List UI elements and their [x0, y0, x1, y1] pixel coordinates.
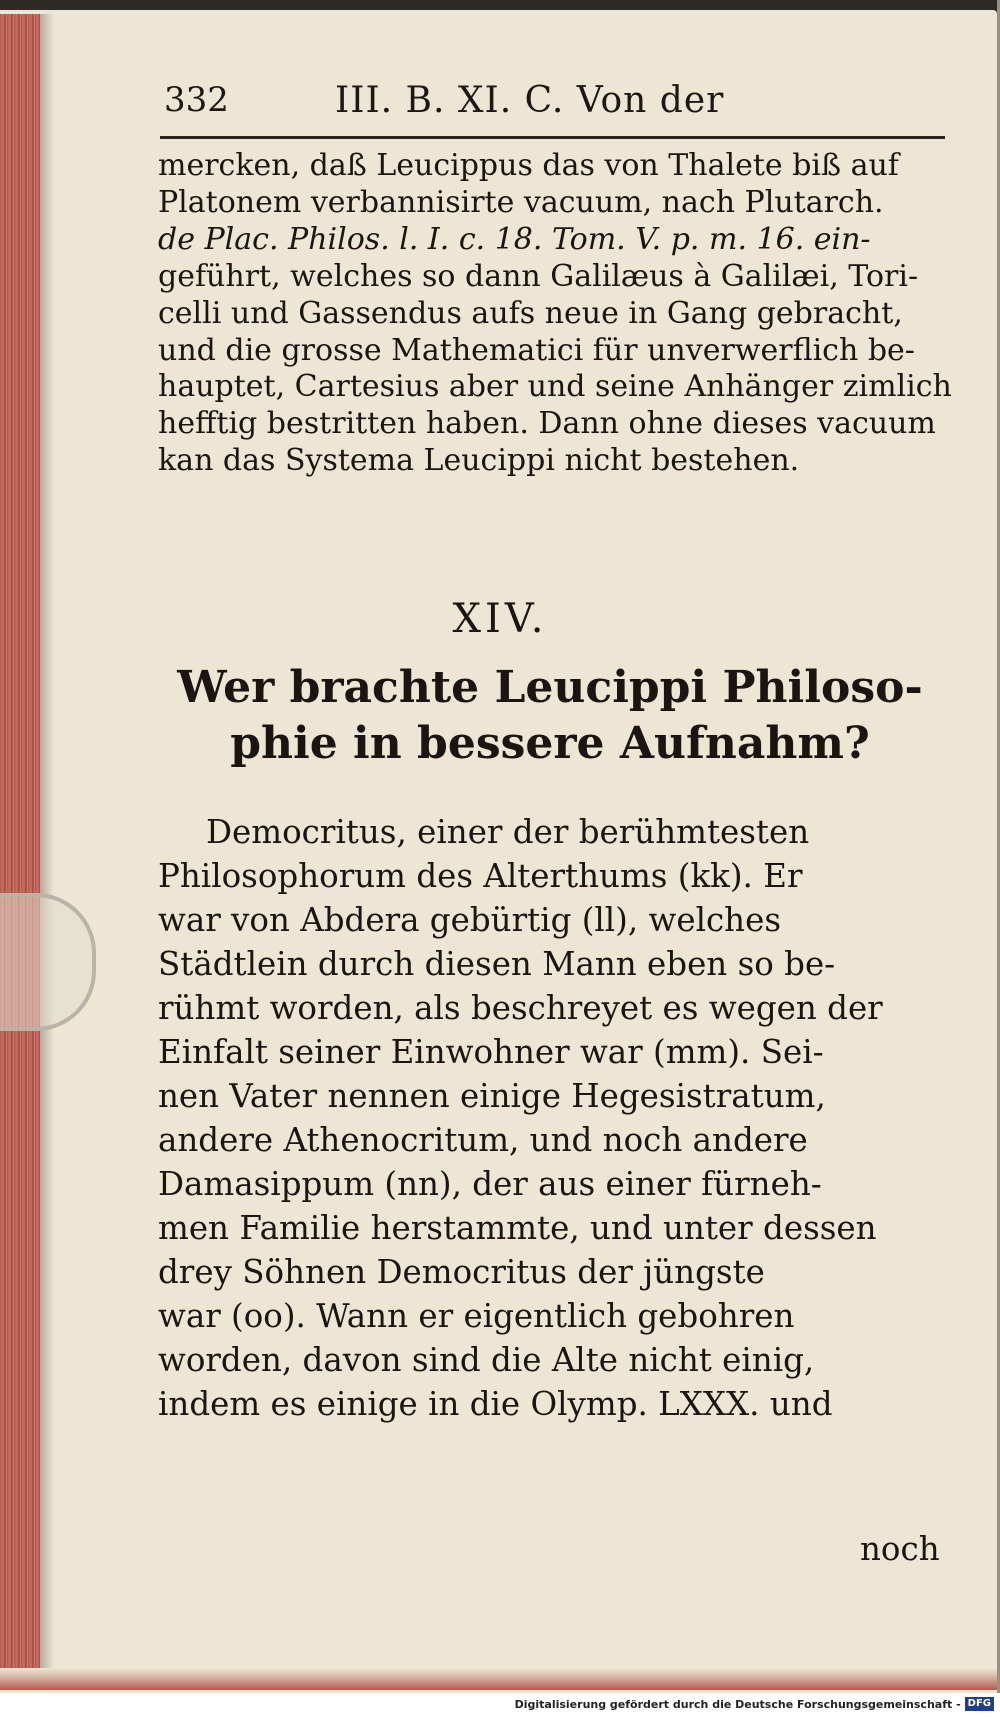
text-line: nen Vater nennen einige Hegesistratum,: [158, 1077, 826, 1115]
text-line: war von Abdera gebürtig (ll), welches: [158, 901, 782, 939]
text-line: Philosophorum des Alterthums (kk). Er: [158, 857, 803, 895]
text-line: Damasippum (nn), der aus einer fürneh-: [158, 1165, 822, 1203]
header-rule: [160, 136, 945, 139]
text-line: hauptet, Cartesius aber und seine Anhänger zimlich: [158, 369, 952, 405]
text-line: Platonem verbannisirte vacuum, nach Plutarch.: [158, 184, 884, 220]
text-line: worden, davon sind die Alte nicht einig,: [158, 1341, 815, 1379]
footer-credit: Digitalisierung gefördert durch die Deutsche Forschungsgemeinschaft -: [514, 1698, 961, 1711]
text-line: Democritus, einer der berühmtesten: [206, 813, 810, 851]
paragraph-democritus: [158, 810, 958, 1426]
page-number: 332: [164, 80, 229, 120]
section-heading: [150, 660, 950, 772]
text-line: de Plac. Philos. l. I. c. 18. Tom. V. p. m. 16. ein-: [158, 221, 871, 257]
text-line: indem es einige in die Olymp. LXXX. und: [158, 1385, 833, 1423]
dfg-logo: DFG: [965, 1697, 994, 1711]
page-bottom-edge: [0, 1668, 997, 1690]
text-line: und die grosse Mathematici für unverwerflich be-: [158, 332, 915, 368]
paragraph-continuation: [158, 148, 958, 480]
running-head: III. B. XI. C. Von der: [335, 80, 725, 121]
text-line: men Familie herstammte, und unter dessen: [158, 1209, 877, 1247]
text-line: geführt, welches so dann Galilæus à Galilæi, Tori-: [158, 258, 919, 294]
text-line: hefftig bestritten haben. Dann ohne dieses vacuum: [158, 406, 936, 442]
text-line: kan das Systema Leucippi nicht bestehen.: [158, 443, 800, 479]
text-line: drey Söhnen Democritus der jüngste: [158, 1253, 765, 1291]
text-line: Städtlein durch diesen Mann eben so be-: [158, 945, 836, 983]
section-number: XIV.: [452, 596, 548, 642]
heading-line: phie in bessere Aufnahm?: [230, 718, 870, 769]
text-line: rühmt worden, als beschreyet es wegen der: [158, 989, 883, 1027]
text-line: mercken, daß Leucippus das von Thalete biß auf: [158, 148, 899, 183]
heading-line: Wer brachte Leucippi Philoso-: [177, 662, 923, 713]
text-line: war (oo). Wann er eigentlich gebohren: [158, 1297, 795, 1335]
text-line: andere Athenocritum, und noch andere: [158, 1121, 808, 1159]
text-line: Einfalt seiner Einwohner war (mm). Sei-: [158, 1033, 824, 1071]
page-header: [160, 76, 950, 126]
page-gutter-shadow: [40, 14, 54, 1686]
digitization-footer: [0, 1693, 1000, 1717]
text-line: celli und Gassendus aufs neue in Gang gebracht,: [158, 295, 903, 331]
catchword: noch: [860, 1530, 940, 1568]
page-edge: [0, 14, 40, 1686]
